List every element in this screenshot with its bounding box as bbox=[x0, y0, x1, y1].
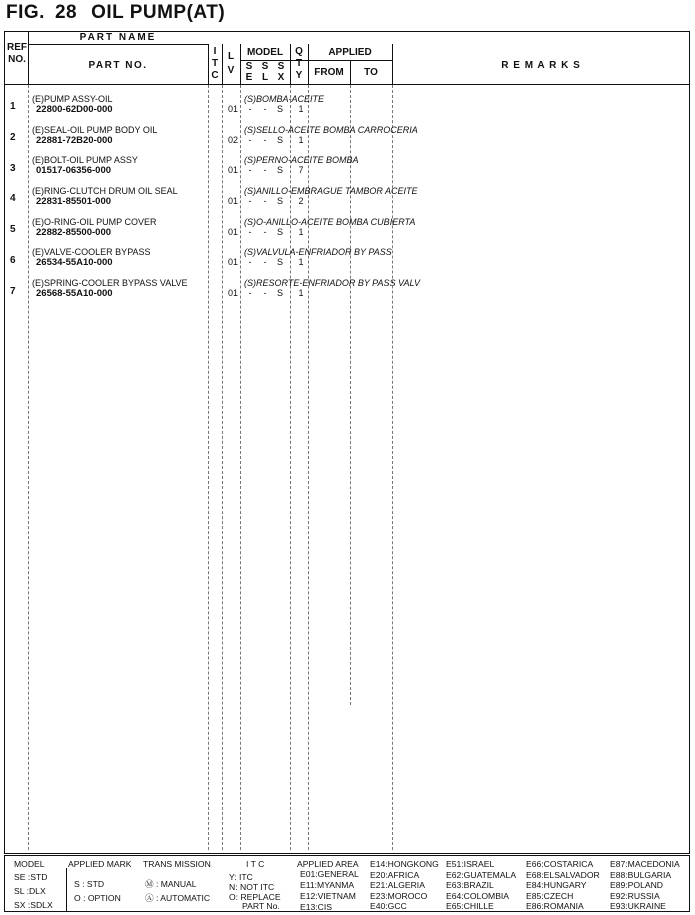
row-1-lv: 01 bbox=[228, 104, 239, 114]
row-4-se: - bbox=[248, 196, 252, 206]
row-6-qty: 1 bbox=[298, 257, 304, 267]
guide-ref bbox=[28, 85, 29, 850]
row-7-se: - bbox=[248, 288, 252, 298]
header-from: FROM bbox=[314, 67, 344, 78]
header-part-name: PART NAME bbox=[79, 32, 157, 43]
guide-lv bbox=[240, 85, 241, 850]
figure-title bbox=[6, 2, 225, 24]
row-6-name: (E)VALVE-COOLER BYPASS bbox=[32, 247, 151, 257]
row-4-ref: 4 bbox=[10, 193, 16, 204]
legend-trans-manual: Ⓜ : MANUAL bbox=[145, 879, 197, 889]
guide-itc bbox=[222, 85, 223, 850]
row-6-se: - bbox=[248, 257, 252, 267]
row-6-part-no: 26534-55A10-000 bbox=[36, 257, 113, 268]
legend-area-e65: E65:CHILLE bbox=[446, 901, 494, 911]
legend-area-e40: E40:GCC bbox=[370, 901, 407, 911]
header-part-no: PART NO. bbox=[88, 60, 148, 71]
header-model-se-1: S bbox=[245, 61, 253, 72]
legend-model-sx: SX :SDLX bbox=[14, 900, 53, 910]
row-7-part-no: 26568-55A10-000 bbox=[36, 288, 113, 299]
legend-area-e11: E11:MYANMA bbox=[300, 880, 355, 890]
row-7-ref: 7 bbox=[10, 286, 16, 297]
fig-label: FIG. bbox=[6, 2, 45, 23]
legend-area-e92: E92:RUSSIA bbox=[610, 890, 660, 901]
row-3-ref: 3 bbox=[10, 163, 16, 174]
legend-area-e66: E66:COSTARICA bbox=[526, 859, 594, 869]
header-itc-1: I bbox=[213, 46, 217, 57]
legend-area-e85: E85:CZECH bbox=[526, 890, 574, 901]
row-6-lv: 01 bbox=[228, 257, 239, 267]
row-4-spanish: (S)ANILLO-EMBRAGUE TAMBOR ACEITE bbox=[244, 186, 418, 196]
row-4-qty: 2 bbox=[298, 196, 304, 206]
legend-area-e51: E51:ISRAEL bbox=[446, 859, 495, 869]
legend-areas-col4 bbox=[526, 859, 600, 912]
header-qty bbox=[290, 46, 308, 82]
header-to: TO bbox=[364, 67, 378, 78]
row-1-se: - bbox=[248, 104, 252, 114]
row-1-sl: - bbox=[263, 104, 267, 114]
row-4-lv: 01 bbox=[228, 196, 239, 206]
legend-area-e21: E21:ALGERIA bbox=[370, 880, 425, 890]
row-6-ref: 6 bbox=[10, 255, 16, 266]
legend-mark-option: O : OPTION bbox=[74, 893, 121, 903]
fig-number: 28 bbox=[54, 2, 78, 23]
row-7-qty: 1 bbox=[298, 288, 304, 298]
legend-areas-col5 bbox=[610, 859, 680, 912]
legend-model-sl: SL :DLX bbox=[14, 886, 46, 896]
row-3-sl: - bbox=[263, 165, 267, 175]
row-7-sl: - bbox=[263, 288, 267, 298]
row-5-spanish: (S)O-ANILLO-ACEITE BOMBA CUBIERTA bbox=[244, 217, 416, 227]
row-3-part-no: 01517-06356-000 bbox=[36, 165, 112, 176]
header-qty-3: Y bbox=[295, 70, 303, 81]
row-2-sx: S bbox=[276, 135, 283, 145]
legend-itc-y: Y: ITC bbox=[229, 872, 253, 882]
row-5-sl: - bbox=[263, 227, 267, 237]
row-3-sx: S bbox=[276, 165, 283, 175]
row-6-sl: - bbox=[263, 257, 267, 267]
row-5-sx: S bbox=[276, 227, 283, 237]
legend-trans-automatic: Ⓐ : AUTOMATIC bbox=[145, 893, 211, 903]
legend-header-model: MODEL bbox=[14, 859, 45, 869]
row-2-sl: - bbox=[263, 135, 267, 145]
legend-area-e20: E20:AFRICA bbox=[370, 869, 420, 880]
row-4-sl: - bbox=[263, 196, 267, 206]
row-1-part-no: 22800-62D00-000 bbox=[36, 104, 113, 115]
row-3-name: (E)BOLT-OIL PUMP ASSY bbox=[32, 155, 138, 165]
guide-partno bbox=[208, 85, 209, 850]
legend-area-e88: E88:BULGARIA bbox=[610, 869, 672, 880]
row-1-sx: S bbox=[276, 104, 283, 114]
header-remarks: R E M A R K S bbox=[501, 60, 581, 71]
header-itc-3: C bbox=[211, 70, 219, 81]
header-model-sl-2: L bbox=[261, 72, 269, 83]
fig-name: OIL PUMP(AT) bbox=[91, 2, 226, 23]
row-6-sx: S bbox=[276, 257, 283, 267]
row-1-name: (E)PUMP ASSY-OIL bbox=[32, 94, 113, 104]
legend-area-e87: E87:MACEDONIA bbox=[610, 859, 680, 869]
row-2-se: - bbox=[248, 135, 252, 145]
row-5-part-no: 22882-85500-000 bbox=[36, 227, 112, 238]
row-7-spanish: (S)RESORTE-ENFRIADOR BY PASS VALV bbox=[244, 278, 421, 288]
guide-applied bbox=[392, 85, 393, 850]
legend-area-e14: E14:HONGKONG bbox=[370, 859, 439, 869]
legend-area-e23: E23:MOROCO bbox=[370, 890, 428, 901]
header-itc bbox=[208, 46, 222, 82]
header-qty-2: T bbox=[295, 58, 303, 69]
legend-header-itc: I T C bbox=[246, 859, 265, 869]
row-4-name: (E)RING-CLUTCH DRUM OIL SEAL bbox=[32, 186, 178, 196]
legend-model-se: SE :STD bbox=[14, 872, 48, 882]
row-5-lv: 01 bbox=[228, 227, 239, 237]
legend-area-e62: E62:GUATEMALA bbox=[446, 869, 517, 880]
legend-areas-col1 bbox=[300, 869, 359, 913]
header-model-sl-1: S bbox=[261, 61, 269, 72]
header-lv-1: L bbox=[227, 51, 235, 62]
header-model-sx-2: X bbox=[277, 72, 285, 83]
row-2-qty: 1 bbox=[298, 135, 304, 145]
legend-area-e64: E64:COLOMBIA bbox=[446, 890, 510, 901]
legend-area-e68: E68:ELSALVADOR bbox=[526, 869, 600, 880]
header-model-se-2: E bbox=[245, 72, 253, 83]
legend-header-trans: TRANS MISSION bbox=[143, 859, 211, 869]
header-qty-1: Q bbox=[295, 46, 303, 57]
row-5-ref: 5 bbox=[10, 224, 16, 235]
header-lv-2: V bbox=[227, 65, 235, 76]
header-model-sx bbox=[274, 61, 288, 83]
legend-area-e63: E63:BRAZIL bbox=[446, 880, 494, 890]
row-7-lv: 01 bbox=[228, 288, 239, 298]
header-model-se bbox=[242, 61, 256, 83]
legend-area-e01: E01:GENERAL bbox=[300, 869, 359, 879]
row-5-se: - bbox=[248, 227, 252, 237]
row-1-qty: 1 bbox=[298, 104, 304, 114]
legend-areas-col3 bbox=[446, 859, 516, 912]
legend-itc-o: O: REPLACE bbox=[229, 892, 281, 902]
header-ref bbox=[6, 42, 28, 66]
row-5-qty: 1 bbox=[298, 227, 304, 237]
guide-model bbox=[290, 85, 291, 850]
row-7-name: (E)SPRING-COOLER BYPASS VALVE bbox=[32, 278, 188, 288]
legend-area-e84: E84:HUNGARY bbox=[526, 880, 587, 890]
legend-divider-model bbox=[66, 868, 67, 912]
header-model: MODEL bbox=[246, 47, 284, 58]
legend-mark-std: S : STD bbox=[74, 879, 105, 889]
row-4-part-no: 22831-85501-000 bbox=[36, 196, 112, 207]
legend-areas-col2 bbox=[370, 859, 439, 912]
legend-area-e89: E89:POLAND bbox=[610, 880, 664, 890]
row-2-ref: 2 bbox=[10, 132, 16, 143]
legend-itc-n: N: NOT ITC bbox=[229, 882, 275, 892]
row-3-qty: 7 bbox=[298, 165, 304, 175]
legend-area-e13: E13:CIS bbox=[300, 902, 333, 912]
row-3-lv: 01 bbox=[228, 165, 239, 175]
header-applied: APPLIED bbox=[328, 47, 372, 58]
row-2-spanish: (S)SELLO-ACEITE BOMBA CARROCERIA bbox=[244, 125, 418, 135]
guide-qty bbox=[308, 85, 309, 850]
row-2-name: (E)SEAL-OIL PUMP BODY OIL bbox=[32, 125, 158, 135]
legend-area-e12: E12:VIETNAM bbox=[300, 891, 356, 901]
legend-area-e93: E93:UKRAINE bbox=[610, 901, 666, 911]
row-2-part-no: 22881-72B20-000 bbox=[36, 135, 113, 146]
row-3-spanish: (S)PERNO-ACEITE BOMBA bbox=[244, 155, 359, 165]
header-bottom-rule bbox=[4, 84, 690, 85]
row-7-sx: S bbox=[276, 288, 283, 298]
legend-header-area: APPLIED AREA bbox=[297, 859, 359, 869]
header-ref-line2: NO. bbox=[8, 54, 26, 65]
row-2-lv: 02 bbox=[228, 135, 239, 145]
header-lv bbox=[222, 50, 240, 78]
header-itc-2: T bbox=[211, 58, 219, 69]
legend-itc-partno: PART No. bbox=[242, 901, 280, 911]
header-rule-partname bbox=[28, 44, 208, 45]
header-ref-line1: REF bbox=[7, 42, 27, 53]
row-6-spanish: (S)VALVULA-ENFRIADOR BY PASS bbox=[244, 247, 392, 257]
legend-header-applied-mark: APPLIED MARK bbox=[68, 859, 132, 869]
row-5-name: (E)O-RING-OIL PUMP COVER bbox=[32, 217, 157, 227]
row-3-se: - bbox=[248, 165, 252, 175]
legend-area-e86: E86:ROMANIA bbox=[526, 901, 584, 911]
row-1-ref: 1 bbox=[10, 101, 16, 112]
row-4-sx: S bbox=[276, 196, 283, 206]
header-model-sl bbox=[258, 61, 272, 83]
row-1-spanish: (S)BOMBA-ACEITE bbox=[244, 94, 325, 104]
header-model-sx-1: S bbox=[277, 61, 285, 72]
guide-from bbox=[350, 85, 351, 705]
